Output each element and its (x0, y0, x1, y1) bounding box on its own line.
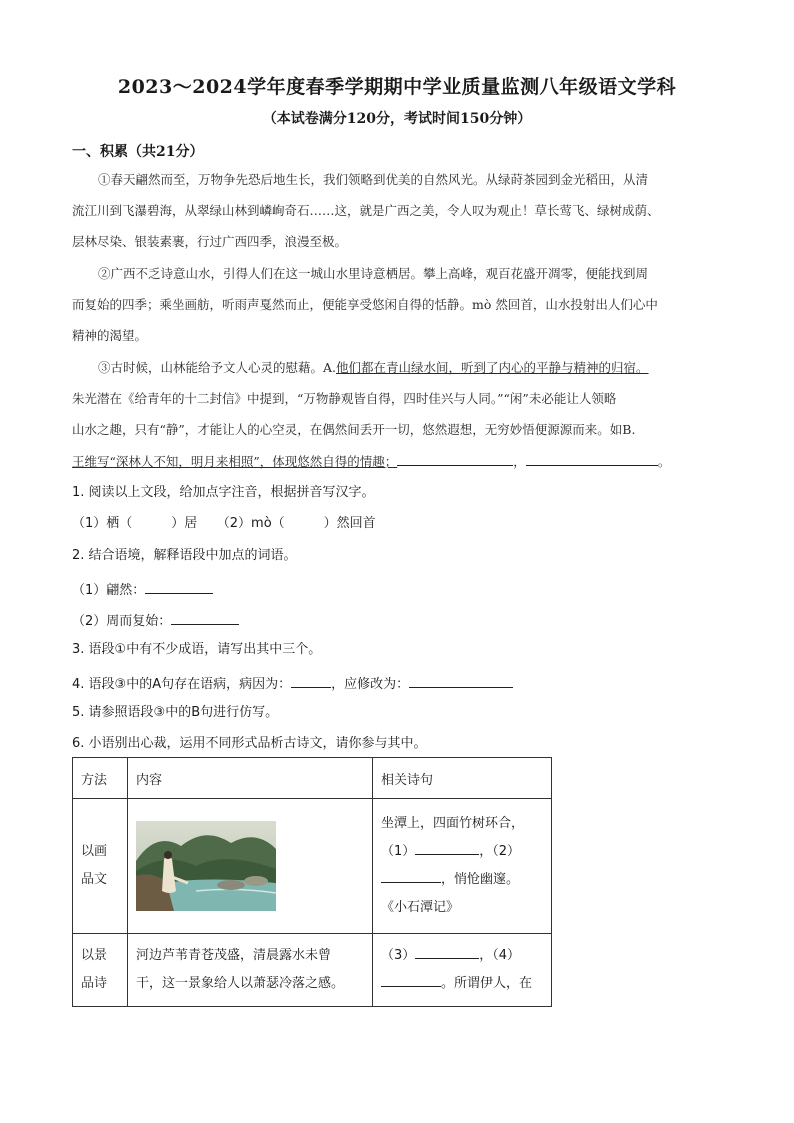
cell-text: （3） (381, 948, 416, 963)
table-header-cell: 方法 (73, 758, 128, 799)
cell-text: 以景 (81, 948, 108, 963)
exam-subtitle: （本试卷满分120分，考试时间150分钟） (262, 111, 532, 127)
verse-blank-line (381, 838, 543, 866)
sentence-b-underlined: 王维写“深林人不知，明月来相照”，体现悠然自得的情趣； (72, 454, 398, 469)
answer-blank[interactable] (381, 970, 441, 987)
question-label: 4. 语段③中的A句存在语病，病因为： (72, 677, 292, 692)
passage-p2-line2: 而复始的四季；乘坐画舫，听雨声戛然而止，便能享受悠闲自得的恬静。mò 然回首，山水投射出人们心中 (72, 297, 658, 312)
verse-cell (373, 934, 552, 1007)
answer-blank[interactable] (526, 449, 658, 466)
section-heading: 一、积累（共21分） (72, 144, 204, 160)
cell-text: 坐潭上，四面竹树环合， (381, 816, 525, 831)
method-cell (73, 799, 128, 934)
answer-blank[interactable] (381, 866, 441, 883)
answer-blank[interactable] (397, 449, 513, 466)
cell-text: ，（2） (479, 844, 521, 859)
answer-blank[interactable] (409, 671, 513, 688)
question-6: 6. 小语别出心裁，运用不同形式品析古诗文，请你参与其中。 (72, 736, 427, 751)
table-header-cell: 内容 (128, 758, 373, 799)
analysis-table (72, 757, 552, 1007)
cell-text: 河边芦苇青苍茂盛，清晨露水未曾 (136, 948, 332, 963)
separator-comma: ， (513, 454, 526, 469)
passage-p3-prefix: ③古时候，山林能给予文人心灵的慰藉。A. (98, 360, 337, 375)
answer-blank[interactable] (291, 671, 331, 688)
verse-blank-line (381, 866, 543, 894)
passage-p3-line1 (72, 356, 732, 380)
question-1-sub: （1）栖（ ）居 （2）mò（ ）然回首 (72, 516, 376, 531)
cell-text: 《小石潭记》 (381, 900, 460, 915)
passage-p3-line2: 朱光潜在《给青年的十二封信》中提到，“万物静观皆自得，四时佳兴与人同。”“闲”未必能让人领略 (72, 391, 617, 406)
cell-text: 。所谓伊人，在 (441, 976, 533, 991)
verse-cell (373, 799, 552, 934)
question-label: （1）翩然： (72, 583, 146, 598)
verse-blank-line (381, 970, 543, 998)
passage-p3-line4 (72, 449, 732, 473)
cell-text: （1） (381, 844, 416, 859)
question-label: ，应修改为： (331, 677, 410, 692)
table-header-row (73, 758, 552, 799)
table-row (73, 799, 552, 934)
cell-text: ，悄怆幽邃。 (441, 872, 520, 887)
cell-text: 品诗 (81, 976, 108, 991)
painting-scholar-by-stream (136, 821, 276, 911)
cell-text: 干，这一景象给人以萧瑟冷落之感。 (136, 976, 345, 991)
passage-p1-line2: 流江川到飞瀑碧海，从翠绿山林到嶙峋奇石……这，就是广西之美，令人叹为观止！草长莺飞、绿树成荫、 (72, 203, 660, 218)
answer-blank[interactable] (145, 577, 213, 594)
period: 。 (657, 454, 671, 469)
cell-text: 品文 (81, 872, 108, 887)
cell-text: ，（4） (479, 948, 521, 963)
passage-p3-line3: 山水之趣，只有“静”，才能让人的心空灵，在偶然间丢开一切，悠然遐想，无穷妙悟便源源而来。如B. (72, 422, 636, 437)
content-cell (128, 934, 373, 1007)
question-2: 2. 结合语境，解释语段中加点的词语。 (72, 548, 297, 563)
question-1: 1. 阅读以上文段，给加点字注音，根据拼音写汉字。 (72, 485, 375, 500)
answer-blank[interactable] (415, 838, 479, 855)
question-3: 3. 语段①中有不少成语，请写出其中三个。 (72, 642, 322, 657)
answer-blank[interactable] (415, 942, 479, 959)
verse-blank-line (381, 942, 543, 970)
question-5: 5. 请参照语段③中的B句进行仿写。 (72, 705, 279, 720)
passage-p1-line1: ①春天翩然而至，万物争先恐后地生长，我们领略到优美的自然风光。从绿莳茶园到金光稻田，从清 (98, 172, 649, 187)
sentence-a-underlined: 他们都在青山绿水间，听到了内心的平静与精神的归宿。 (336, 360, 649, 375)
answer-blank[interactable] (171, 608, 239, 625)
page-title: 2023～2024学年度春季学期期中学业质量监测八年级语文学科 (117, 76, 677, 98)
passage-p2-line1: ②广西不乏诗意山水，引得人们在这一城山水里诗意栖居。攀上高峰，观百花盛开凋零，便能找到周 (98, 266, 649, 281)
question-4 (72, 671, 513, 693)
question-label: （2）周而复始： (72, 614, 172, 629)
method-cell (73, 934, 128, 1007)
cell-text: 以画 (81, 844, 108, 859)
passage-p1-line3: 层林尽染、银装素裹，行过广西四季，浪漫至极。 (72, 234, 348, 249)
question-2-sub1 (72, 577, 213, 599)
content-cell (128, 799, 373, 934)
passage-p2-line3: 精神的渴望。 (72, 328, 148, 343)
question-2-sub2 (72, 608, 239, 630)
table-row (73, 934, 552, 1007)
table-header-cell: 相关诗句 (373, 758, 552, 799)
